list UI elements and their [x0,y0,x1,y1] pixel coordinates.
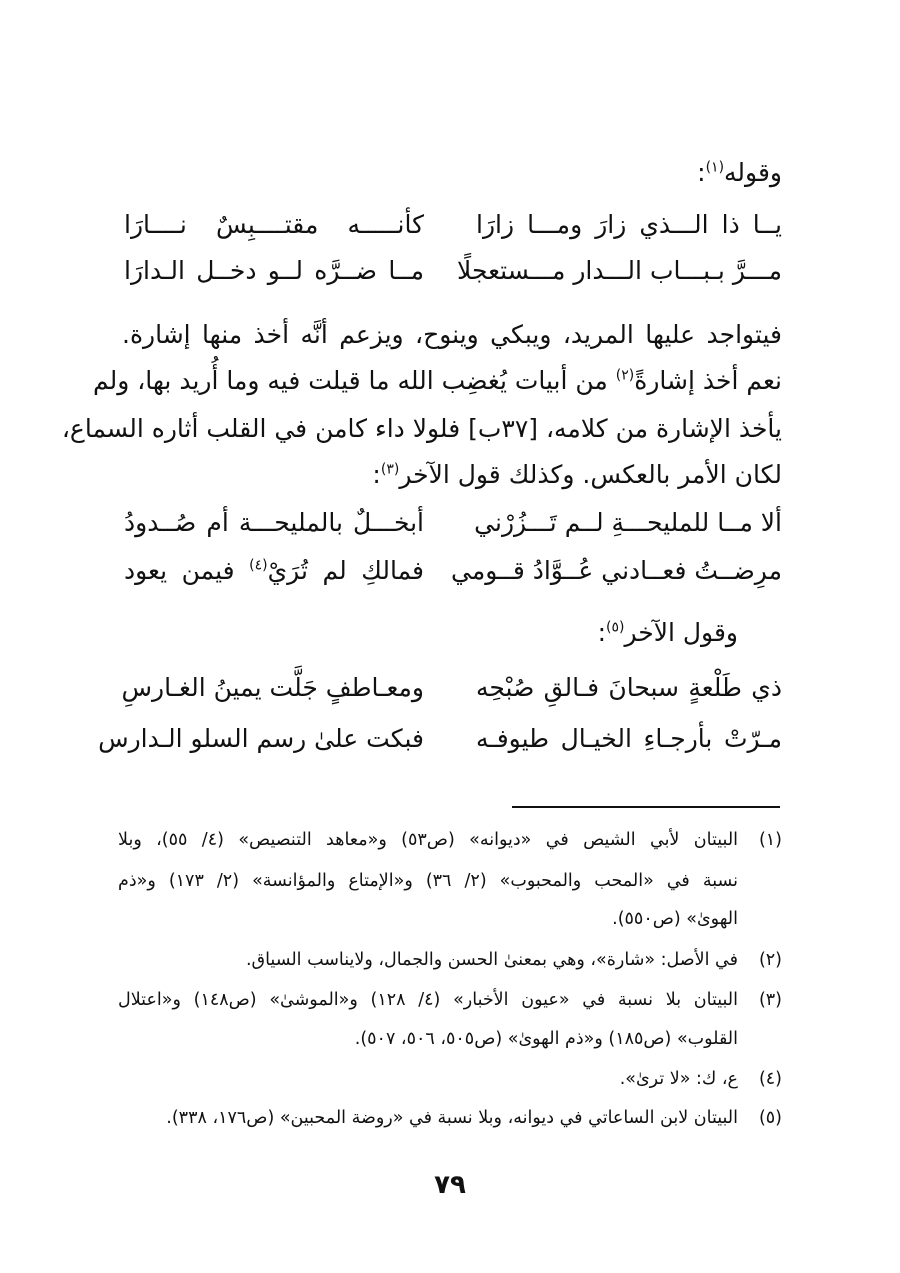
page-number: ٧٩ [434,1170,466,1200]
footnote-1-cont [0,871,900,901]
footnote-ref-3[interactable]: (٣) [380,461,400,478]
verse-6-second-hemistich: فبكت علىٰ رسم السلو الـدارس [98,724,424,753]
footnote-ref-1[interactable]: (١) [705,159,725,176]
poem-intro-1: وقوله$^{(١)}$: [697,158,782,187]
prose-line-1: فيتواجد عليها المريد، ويبكي وينوح، ويزعم أنَّه أخذ منها إشارة. [122,320,782,349]
prose-line-2: نعم أخذ إشارةً$^{(٢)}$ من أبيات يُغضِب الله ما قيلت فيه وما أُريد بها، ولم [92,366,782,395]
verse-3-second-hemistich: أبخـــلٌ بالمليحـــة أم صُــدودُ [124,508,424,537]
footnote-ref-2[interactable]: (٢) [615,367,635,384]
footnote-2 [0,950,900,980]
footnote-text: القلوب» (ص١٨٥) و«ذم الهوىٰ» (ص٥٠٥، ٥٠٦، ٥٠٧). [354,1029,738,1049]
footnote-number: (٢) [758,950,782,970]
footnote-1-cont [0,909,900,939]
verse-5-first-hemistich: ذي طَلْعةٍ سبحانَ فـالقِ صُبْحِه [476,673,782,702]
intro-text: وقوله [724,158,782,187]
footnote-number: (٣) [758,990,782,1010]
poem-intro-2: وقول الآخر$^{(٥)}$: [597,618,738,647]
verse-1-second-hemistich: كأنـــــه مقتــــبِسٌ نــــارَا [124,210,424,239]
verse-2-second-hemistich: مــا ضــرَّه لــو دخــل الـدارَا [124,256,424,285]
footnote-text: البيتان بلا نسبة في «عيون الأخبار» (٤/ ١٢٨) و«الموشىٰ» (ص١٤٨) و«اعتلال [118,990,738,1010]
verse-4-second-hemistich: فمالكِ لم تُرَيْ$^{(٤)}$ فيمن يعود [124,556,424,585]
footnote-text: نسبة في «المحب والمحبوب» (٢/ ٣٦) و«الإمتاع والمؤانسة» (٢/ ١٧٣) و«ذم [118,871,738,891]
verse-4-first-hemistich: مرِضــتُ فعــادني عُــوَّادُ قــومي [451,556,782,585]
footnote-3-cont [0,1029,900,1059]
intro-text: وقول الآخر [624,618,738,647]
footnote-text: ع، ك: «لا ترىٰ». [619,1069,738,1089]
footnote-3 [0,990,900,1020]
footnote-5 [0,1108,900,1138]
verse-5-second-hemistich: ومعـاطفٍ جَلَّت يمينُ الغـارسِ [121,673,424,702]
verse-6-first-hemistich: مـرّتْ بأرجـاءِ الخيـال طيوفـه [476,724,782,753]
footnote-text: الهوىٰ» (ص٥٥٠). [612,909,738,929]
footnote-number: (٥) [758,1108,782,1128]
verse-1-first-hemistich: يــا ذا الـــذي زارَ ومـــا زارَا [476,210,782,239]
footnote-text: البيتان لابن الساعاتي في ديوانه، وبلا نسبة في «روضة المحبين» (ص١٧٦، ٣٣٨). [166,1108,738,1128]
footnote-ref-5[interactable]: (٥) [606,619,625,636]
footnote-text: البيتان لأبي الشيص في «ديوانه» (ص٥٣) و«معاهد التنصيص» (٤/ ٥٥)، وبلا [118,830,739,850]
footnote-4 [0,1069,900,1099]
prose-line-4: لكان الأمر بالعكس. وكذلك قول الآخر$^{(٣)}$: [372,460,782,489]
footnote-text: في الأصل: «شارة»، وهي بمعنىٰ الحسن والجمال، ولايناسب السياق. [245,950,738,970]
footnote-separator [512,806,780,808]
footnote-1 [0,830,900,860]
footnote-number: (٤) [758,1069,782,1089]
footnote-ref-4[interactable]: (٤) [249,557,268,574]
verse-2-first-hemistich: مـــرَّ بـبـــاب الـــدار مـــستعجلًا [457,256,782,285]
footnote-number: (١) [758,830,782,850]
verse-3-first-hemistich: ألا مــا للمليحـــةِ لــم تَـــزُرْني [474,508,782,537]
prose-line-3: يأخذ الإشارة من كلامه، [٣٧ب] فلولا داء كامن في القلب أثاره السماع، [61,414,782,443]
